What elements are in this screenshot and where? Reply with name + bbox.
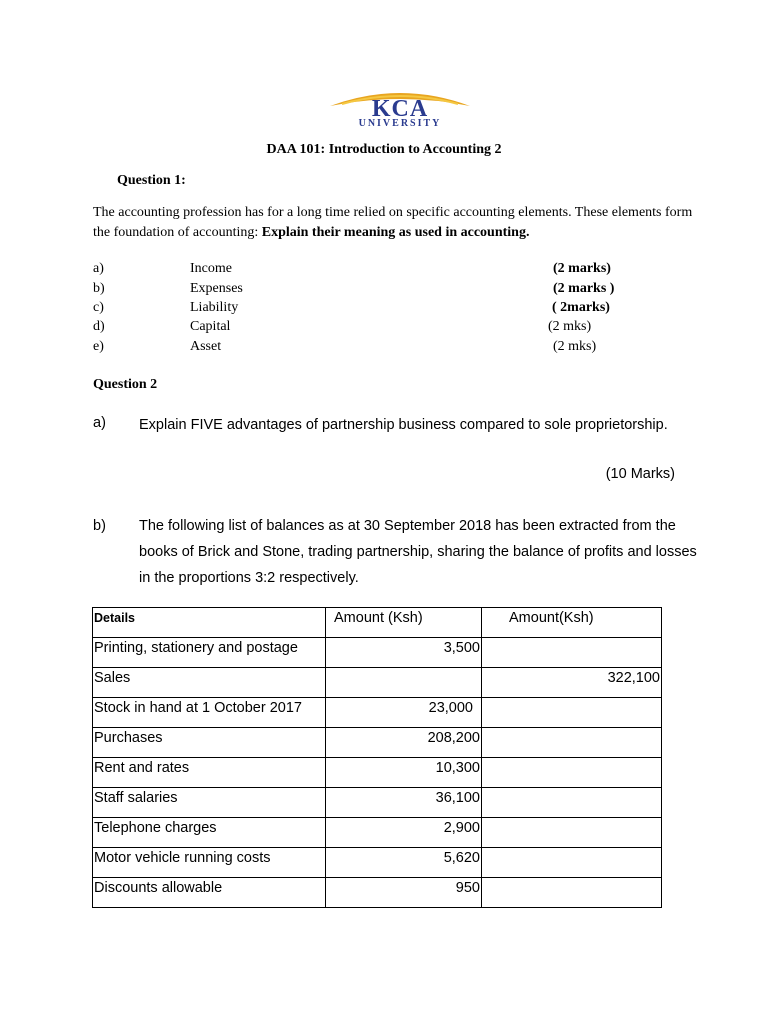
row-details: Purchases: [93, 728, 326, 758]
row-amount-2: 322,100: [482, 668, 662, 698]
row-amount-2: [482, 848, 662, 878]
q1-item-letter: e): [93, 339, 104, 354]
row-amount-1: 36,100: [326, 788, 482, 818]
question-1-text: [93, 203, 693, 243]
row-amount-2: [482, 878, 662, 908]
row-amount-1: 950: [326, 878, 482, 908]
table-header-row: [93, 608, 662, 638]
q1-item-term: Liability: [190, 300, 239, 315]
row-amount-1: 208,200: [326, 728, 482, 758]
q1-item-letter: c): [93, 300, 104, 315]
row-amount-1: 10,300: [326, 758, 482, 788]
row-amount-1: 3,500: [326, 638, 482, 668]
row-details: Staff salaries: [93, 788, 326, 818]
balances-table: [92, 607, 662, 908]
q1-item: [0, 319, 768, 338]
q1-item-letter: b): [93, 281, 105, 296]
row-amount-2: [482, 638, 662, 668]
row-amount-2: [482, 758, 662, 788]
q2a-letter: a): [93, 415, 106, 431]
q1-item-marks: (2 marks ): [553, 281, 615, 296]
question-1-instruction: Explain their meaning as used in accounting.: [261, 225, 530, 240]
row-amount-2: [482, 788, 662, 818]
q2b-text: The following list of balances as at 30 September 2018 has been extracted from the books of Brick and Stone, trading partnership, sharing the balance of profits and losses in the proportions 3:2 respectively.: [139, 518, 697, 586]
q1-item: [0, 300, 768, 319]
table-row: [93, 668, 662, 698]
question-1-heading: Question 1:: [117, 173, 186, 188]
q1-item-marks: (2 mks): [553, 339, 597, 354]
kca-university-logo: [322, 86, 478, 130]
header-amount-2: Amount(Ksh): [482, 608, 662, 638]
q1-item: [0, 339, 768, 358]
q1-item-term: Expenses: [190, 281, 243, 296]
table-row: [93, 758, 662, 788]
question-2-heading: Question 2: [93, 377, 158, 392]
row-amount-1: 5,620: [326, 848, 482, 878]
row-details: Motor vehicle running costs: [93, 848, 326, 878]
row-details: Telephone charges: [93, 818, 326, 848]
q1-item: [0, 281, 768, 300]
q1-item-term: Capital: [190, 319, 231, 334]
q2a-text: Explain FIVE advantages of partnership business compared to sole proprietorship.: [139, 417, 668, 433]
table-row: [93, 878, 662, 908]
document-title: DAA 101: Introduction to Accounting 2: [266, 142, 502, 157]
row-details: Stock in hand at 1 October 2017: [93, 698, 326, 728]
row-amount-1: 2,900: [326, 818, 482, 848]
row-amount-2: [482, 698, 662, 728]
row-details: Printing, stationery and postage: [93, 638, 326, 668]
table-row: [93, 788, 662, 818]
logo-kca: KCA: [371, 96, 429, 122]
logo-university: UNIVERSITY: [358, 118, 442, 129]
row-amount-1: [326, 668, 482, 698]
table-row: [93, 638, 662, 668]
row-amount-1: 23,000: [326, 698, 482, 728]
q1-item-term: Asset: [190, 339, 222, 354]
header-details: Details: [93, 608, 326, 638]
table-row: [93, 848, 662, 878]
row-details: Rent and rates: [93, 758, 326, 788]
row-details: Sales: [93, 668, 326, 698]
table-row: [93, 728, 662, 758]
table-row: [93, 698, 662, 728]
q1-item-letter: a): [93, 261, 104, 276]
q1-item: [0, 261, 768, 280]
row-amount-2: [482, 818, 662, 848]
q2b-letter: b): [93, 518, 106, 534]
q1-item-marks: (2 mks): [548, 319, 592, 334]
question-1-intro: The accounting profession has for a long time relied on specific accounting elements. These elements form the foundation of accounting:: [93, 205, 693, 240]
table-row: [93, 818, 662, 848]
row-amount-2: [482, 728, 662, 758]
row-details: Discounts allowable: [93, 878, 326, 908]
q1-item-letter: d): [93, 319, 105, 334]
header-amount-1: Amount (Ksh): [326, 608, 482, 638]
q2a-marks: (10 Marks): [605, 466, 675, 482]
q1-item-term: Income: [190, 261, 232, 276]
q1-item-marks: (2 marks): [553, 261, 611, 276]
q1-item-marks: ( 2marks): [552, 300, 610, 315]
